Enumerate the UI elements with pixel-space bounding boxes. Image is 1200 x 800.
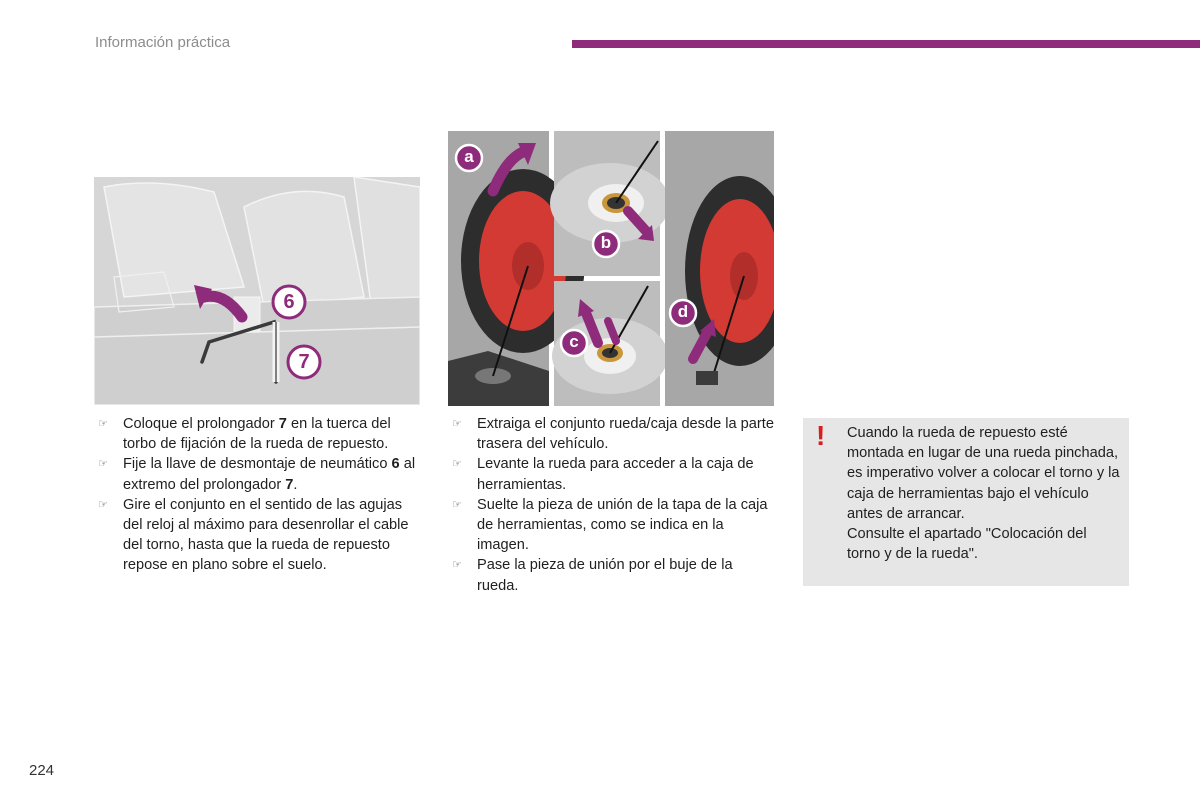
header-accent-bar [572, 40, 1200, 48]
callout-6: 6 [283, 291, 295, 313]
list-item: ☞ Fije la llave de desmontaje de neumático 6 al extremo del prolongador 7. [98, 456, 416, 493]
hand-pointer-icon: ☞ [452, 497, 462, 511]
list-item: ☞ Levante la rueda para acceder a la caja de herramientas. [452, 456, 754, 493]
page-number: 224 [29, 762, 55, 779]
figure-wheel-steps [448, 131, 774, 406]
warning-text [847, 423, 1122, 564]
instructions-column-1 [95, 414, 420, 576]
callout-d: d [677, 302, 689, 321]
hand-pointer-icon: ☞ [98, 417, 108, 430]
instructions-column-2 [449, 414, 774, 596]
hand-pointer-icon: ☞ [452, 417, 462, 430]
warning-paragraph: Consulte el apartado "Colocación del torno y de la rueda". [847, 526, 1087, 563]
hand-pointer-icon: ☞ [98, 497, 108, 511]
hand-pointer-icon: ☞ [98, 457, 108, 471]
callout-7: 7 [298, 351, 310, 373]
warning-exclamation-icon: ! [816, 420, 826, 451]
list-item: ☞ Gire el conjunto en el sentido de las agujas del reloj al máximo para desenrollar el cable del torno, hasta que la rueda de repuesto repose en plano sobre el suelo. [98, 496, 409, 574]
callout-b: b [600, 233, 612, 252]
warning-paragraph: Cuando la rueda de repuesto esté montada en lugar de una rueda pinchada, es imperativo volver a colocar el torno y la caja de herramientas bajo el vehículo antes de arrancar. [847, 425, 1120, 522]
list-item: ☞ Pase la pieza de unión por el buje de la rueda. [452, 557, 733, 594]
section-title: Información práctica [95, 34, 231, 51]
list-item: ☞ Extraiga el conjunto rueda/caja desde la parte trasera del vehículo. [452, 416, 774, 453]
callout-a: a [464, 147, 474, 166]
hand-pointer-icon: ☞ [452, 457, 462, 471]
list-item: ☞ Coloque el prolongador 7 en la tuerca del torbo de fijación de la rueda de repuesto. [98, 416, 391, 453]
callout-c: c [569, 332, 579, 351]
list-item: ☞ Suelte la pieza de unión de la tapa de la caja de herramientas, como se indica en la imagen. [452, 496, 768, 554]
figure-trunk-tools [94, 177, 420, 405]
hand-pointer-icon: ☞ [452, 558, 462, 572]
warning-box [803, 418, 1129, 586]
